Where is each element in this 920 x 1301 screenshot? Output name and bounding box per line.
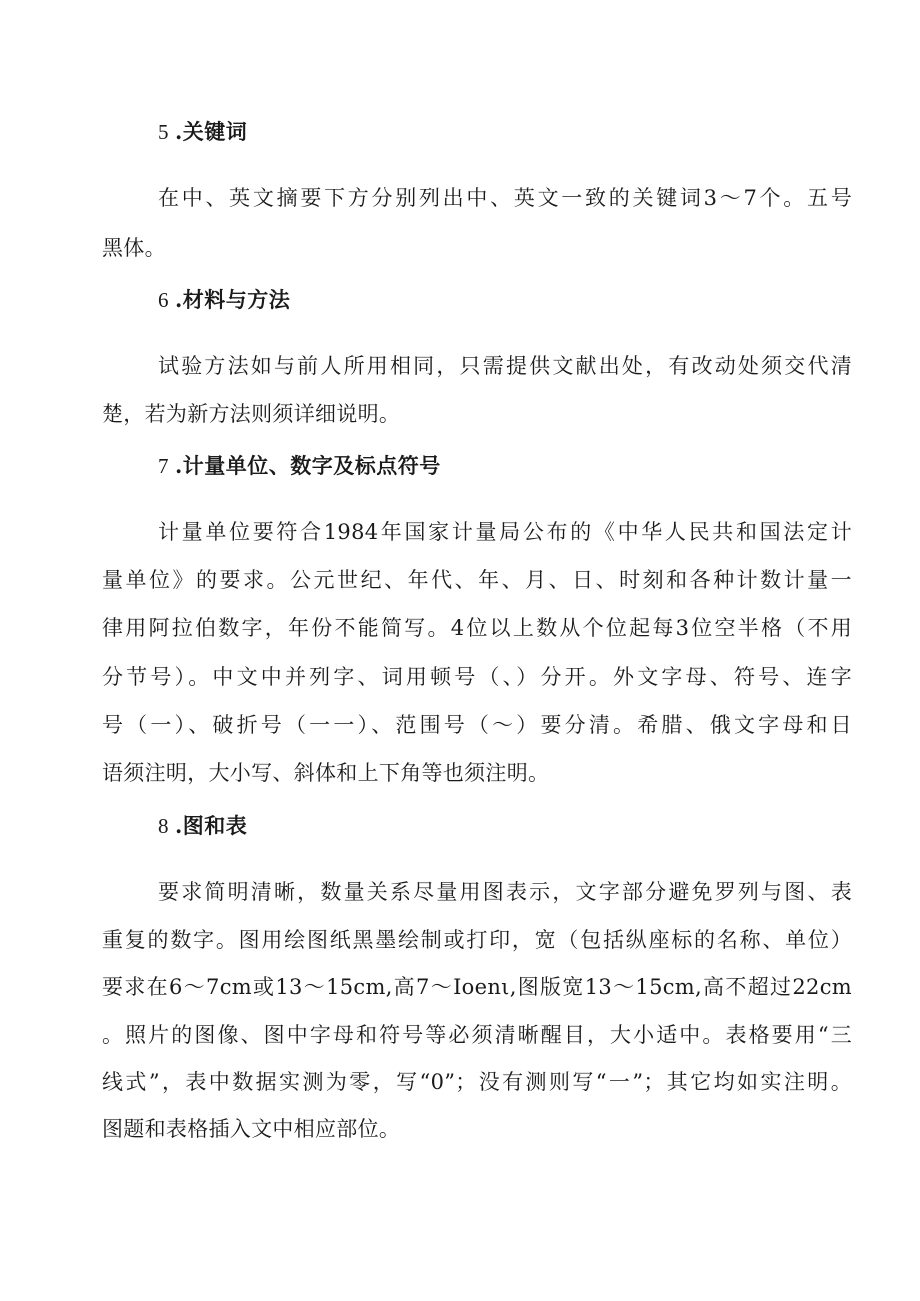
paragraph-line: 楚，若为新方法则须详细说明。: [102, 402, 401, 426]
paragraph-line: 黑体。: [102, 236, 166, 260]
section-number: 6: [158, 288, 169, 312]
paragraph-line: 试验方法如与前人所用相同，只需提供文献出处，有改动处须交代清: [158, 354, 852, 378]
paragraph-line: 律用阿拉伯数字，年份不能简写。4位以上数从个位起每3位空半格（不用: [102, 616, 852, 640]
section-number: 5: [158, 120, 169, 144]
paragraph-line: 线式”，表中数据实测为零，写“0”；没有测则写“一”；其它均如实注明。: [102, 1070, 852, 1094]
section-6-heading: [158, 284, 290, 314]
paragraph-line: 要求简明清晰，数量关系尽量用图表示，文字部分避免罗列与图、表: [158, 880, 852, 904]
section-number: 7: [158, 454, 169, 478]
paragraph-line: 计量单位要符合1984年国家计量局公布的《中华人民共和国法定计: [158, 520, 852, 544]
section-number: 8: [158, 814, 169, 838]
paragraph-line: 语须注明，大小写、斜体和上下角等也须注明。: [102, 761, 550, 785]
paragraph-line: 。照片的图像、图中字母和符号等必须清晰醒目，大小适中。表格要用“三: [102, 1023, 852, 1047]
section-title: .计量单位、数字及标点符号: [175, 453, 441, 478]
section-5-heading: [158, 116, 247, 146]
section-title: .材料与方法: [175, 287, 291, 312]
paragraph-line: 号（一）、破折号（一一）、范围号（～）要分清。希腊、俄文字母和日: [102, 713, 852, 737]
paragraph-line: 重复的数字。图用绘图纸黑墨绘制或打印，宽（包括纵座标的名称、单位）: [102, 928, 852, 952]
paragraph-line: 量单位》的要求。公元世纪、年代、年、月、日、时刻和各种计数计量一: [102, 568, 852, 592]
paragraph-line: 图题和表格插入文中相应部位。: [102, 1117, 401, 1141]
paragraph-line: 在中、英文摘要下方分别列出中、英文一致的关键词3～7个。五号: [158, 186, 852, 210]
paragraph-line: 分节号）。中文中并列字、词用顿号（、）分开。外文字母、符号、连字: [102, 665, 852, 689]
section-7-heading: [158, 450, 441, 480]
section-title: .关键词: [175, 119, 248, 144]
section-8-heading: [158, 810, 247, 840]
paragraph-line: 要求在6～7cm或13～15cm,高7～Ioenι,图版宽13～15cm,高不超过22cm: [102, 975, 852, 999]
section-title: .图和表: [175, 813, 248, 838]
